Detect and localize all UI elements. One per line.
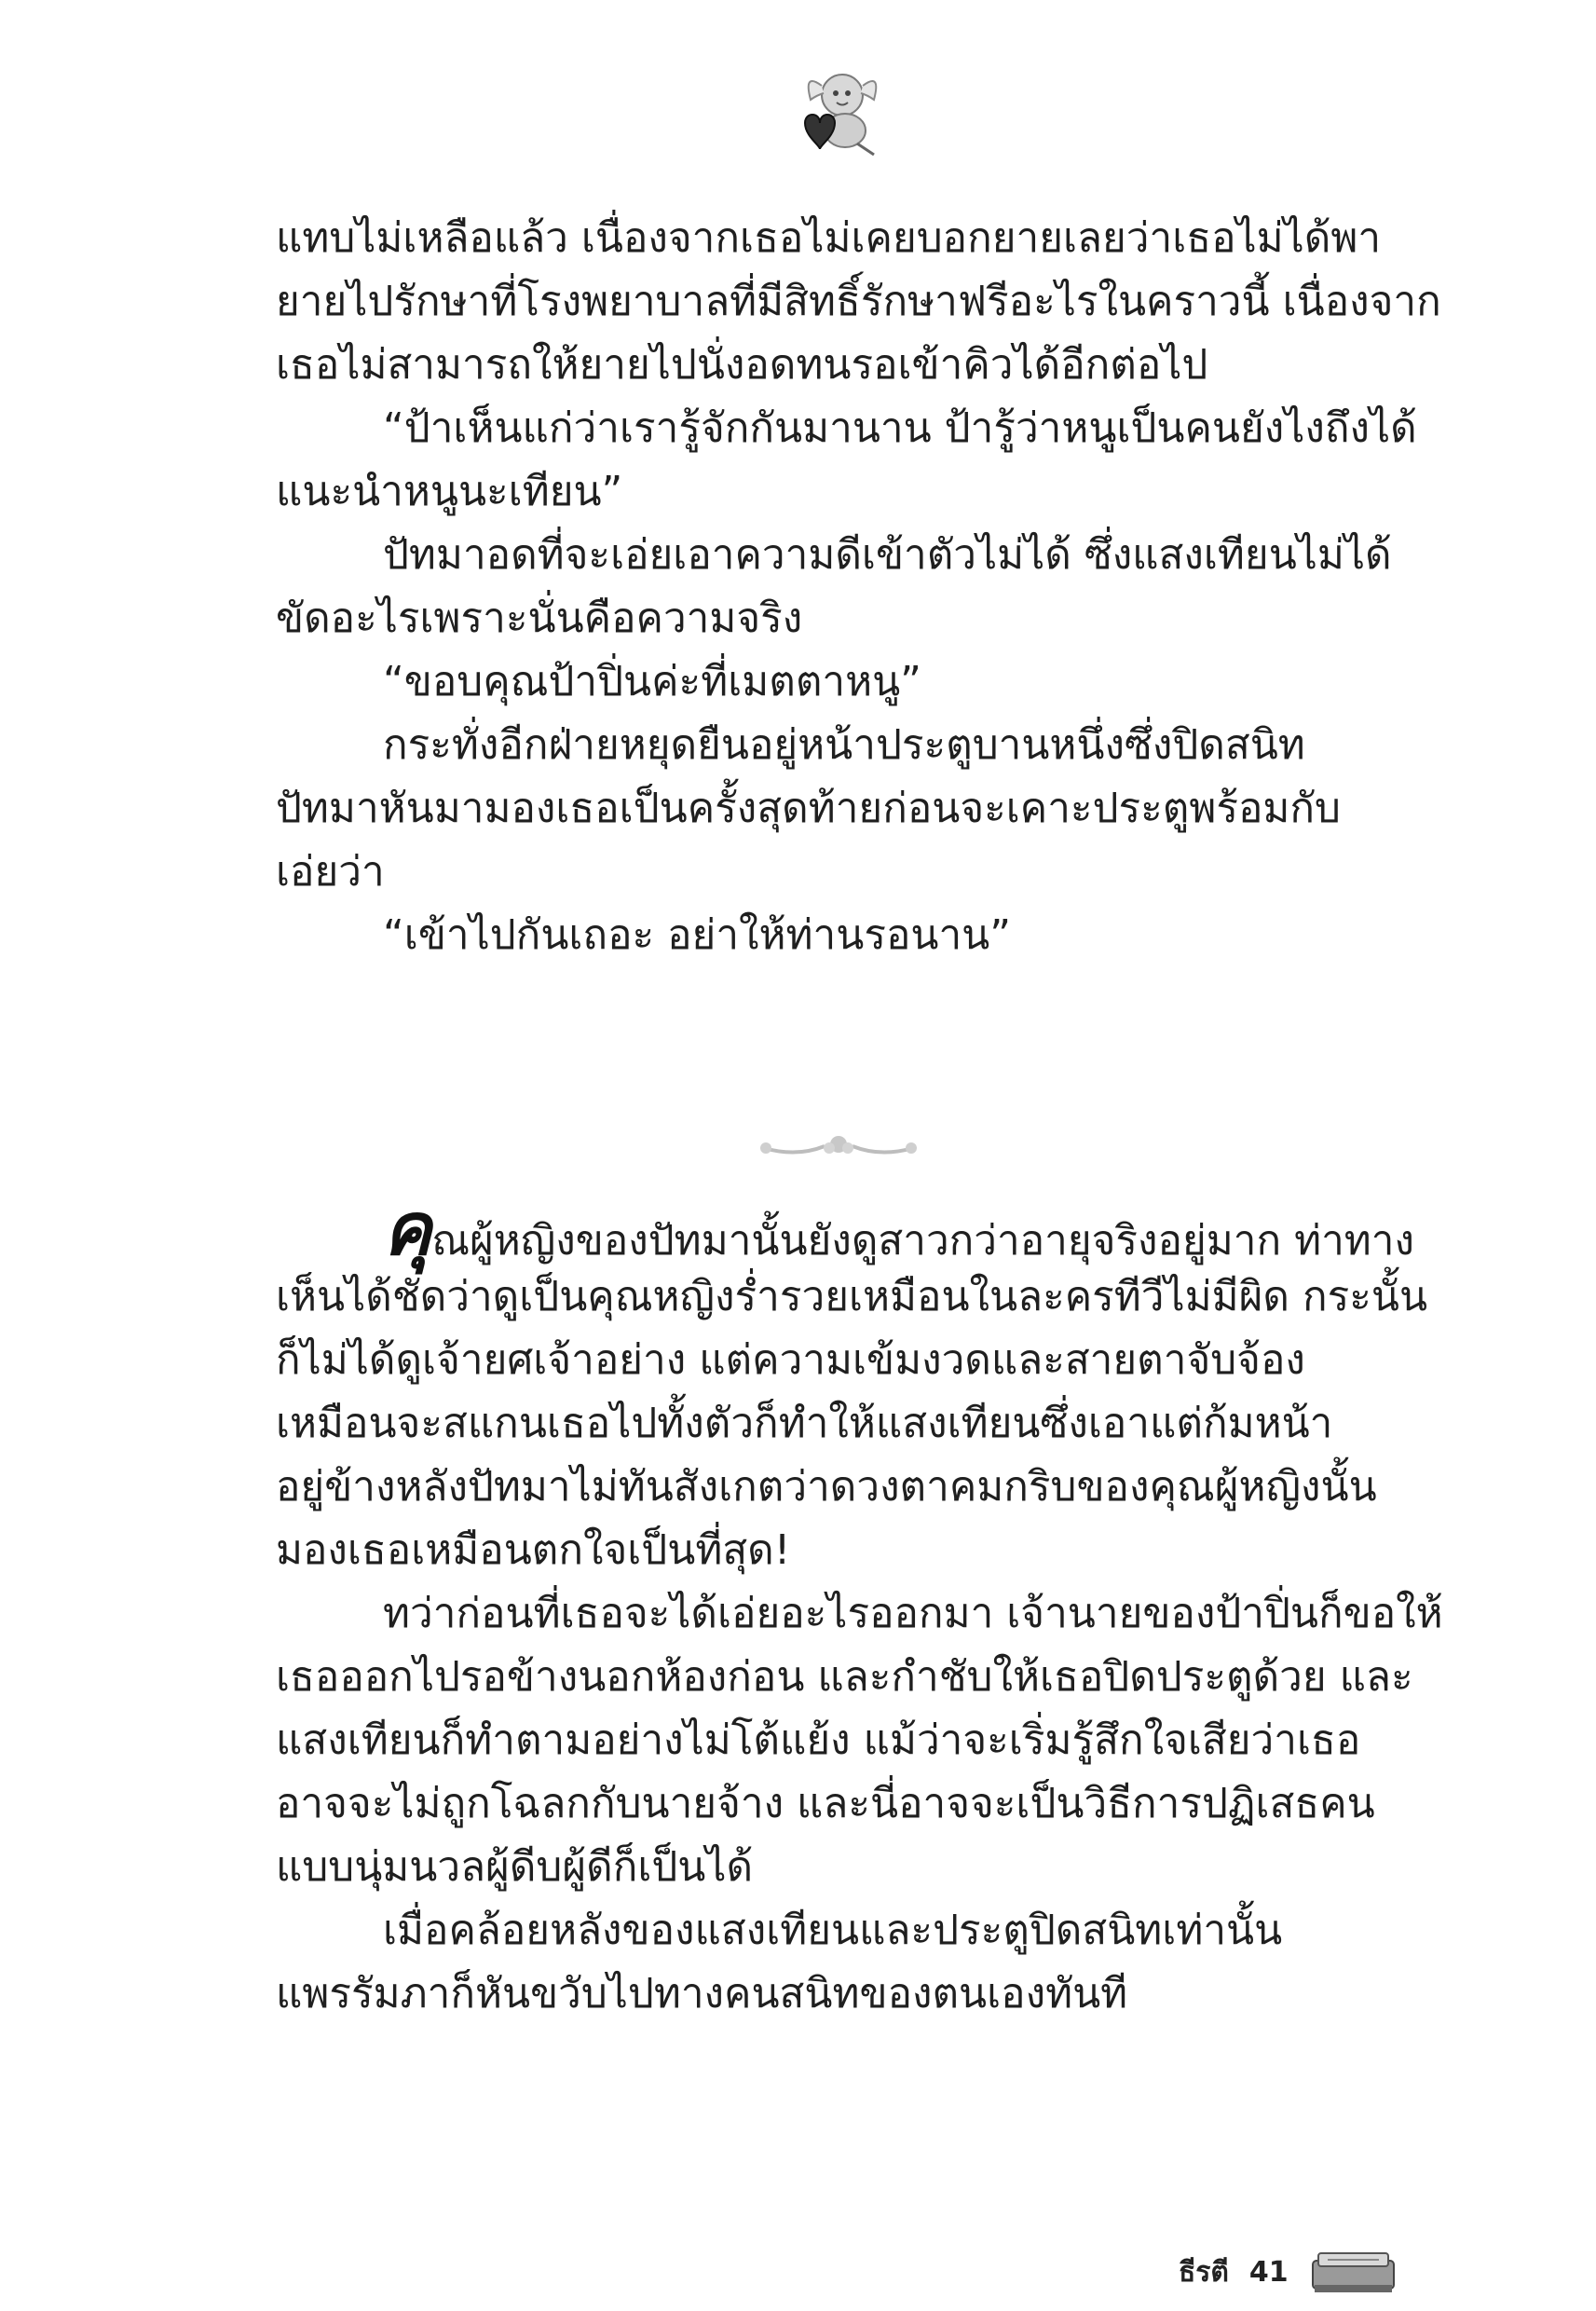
text-line: เธอออกไปรอข้างนอกห้องก่อน และกำชับให้เธอปิดประตูด้วย และ — [276, 1653, 1413, 1701]
section-1-text — [276, 207, 1441, 967]
text-line: “ป้าเห็นแก่ว่าเรารู้จักกันมานาน ป้ารู้ว่าหนูเป็นคนยังไงถึงได้ — [383, 404, 1417, 452]
text-line: “ขอบคุณป้าปิ่นค่ะที่เมตตาหนู” — [383, 658, 921, 705]
first-line-text: ณผู้หญิงของปัทมานั้นยังดูสาวกว่าอายุจริงอยู่มาก ท่าทาง — [431, 1217, 1414, 1265]
text-line: แพรรัมภาก็หันขวับไปทางคนสนิทของตนเองทันที — [276, 1970, 1128, 2017]
book-title: ธีรตี — [1179, 2255, 1229, 2289]
book-icon — [1309, 2248, 1398, 2296]
text-line: กระทั่งอีกฝ่ายหยุดยืนอยู่หน้าประตูบานหนึ่งซึ่งปิดสนิท — [383, 721, 1305, 769]
text-line: ปัทมาอดที่จะเอ่ยเอาความดีเข้าตัวไม่ได้ ซึ่งแสงเทียนไม่ได้ — [383, 531, 1392, 579]
text-line: เธอไม่สามารถให้ยายไปนั่งอดทนรอเข้าคิวได้อีกต่อไป — [276, 341, 1208, 389]
text-line: ก็ไม่ได้ดูเจ้ายศเจ้าอย่าง แต่ความเข้มงวดและสายตาจับจ้อง — [276, 1336, 1305, 1384]
floral-divider-icon — [755, 1128, 922, 1165]
text-line: ขัดอะไรเพราะนั่นคือความจริง — [276, 595, 803, 642]
text-line: อาจจะไม่ถูกโฉลกกับนายจ้าง และนี่อาจจะเป็นวิธีการปฏิเสธคน — [276, 1780, 1375, 1827]
cherub-heart-icon — [784, 58, 887, 160]
text-line: ยายไปรักษาที่โรงพยาบาลที่มีสิทธิ์รักษาฟรีอะไรในคราวนี้ เนื่องจาก — [276, 278, 1441, 325]
text-line: เอ่ยว่า — [276, 848, 385, 896]
text-line: “เข้าไปกันเถอะ อย่าให้ท่านรอนาน” — [383, 911, 1012, 959]
text-line: เมื่อคล้อยหลังของแสงเทียนและประตูปิดสนิทเท่านั้น — [383, 1907, 1283, 1954]
text-line: ปัทมาหันมามองเธอเป็นครั้งสุดท้ายก่อนจะเคาะประตูพร้อมกับ — [276, 785, 1341, 832]
section-2-text — [276, 1187, 1443, 2026]
text-line: แบบนุ่มนวลผู้ดีบผู้ดีก็เป็นได้ — [276, 1843, 754, 1891]
page-number: 41 — [1248, 2255, 1289, 2289]
text-line: เห็นได้ชัดว่าดูเป็นคุณหญิงร่ำรวยเหมือนในละครทีวีไม่มีผิด กระนั้น — [276, 1273, 1428, 1320]
text-line: แทบไม่เหลือแล้ว เนื่องจากเธอไม่เคยบอกยายเลยว่าเธอไม่ได้พา — [276, 214, 1382, 262]
text-line: ทว่าก่อนที่เธอจะได้เอ่ยอะไรออกมา เจ้านายของป้าปิ่นก็ขอให้ — [383, 1590, 1443, 1637]
page-footer — [1179, 2244, 1398, 2300]
text-line: เหมือนจะสแกนเธอไปทั้งตัวก็ทำให้แสงเทียนซึ่งเอาแต่ก้มหน้า — [276, 1400, 1333, 1447]
first-line — [276, 1187, 1417, 1272]
text-line: มองเธอเหมือนตกใจเป็นที่สุด! — [276, 1526, 791, 1574]
text-line: แสงเทียนก็ทำตามอย่างไม่โต้แย้ง แม้ว่าจะเริ่มรู้สึกใจเสียว่าเธอ — [276, 1716, 1361, 1764]
text-line: อยู่ข้างหลังปัทมาไม่ทันสังเกตว่าดวงตาคมกริบของคุณผู้หญิงนั้น — [276, 1463, 1377, 1511]
text-line: แนะนำหนูนะเทียน” — [276, 468, 623, 515]
drop-cap: คุ — [383, 1187, 432, 1272]
